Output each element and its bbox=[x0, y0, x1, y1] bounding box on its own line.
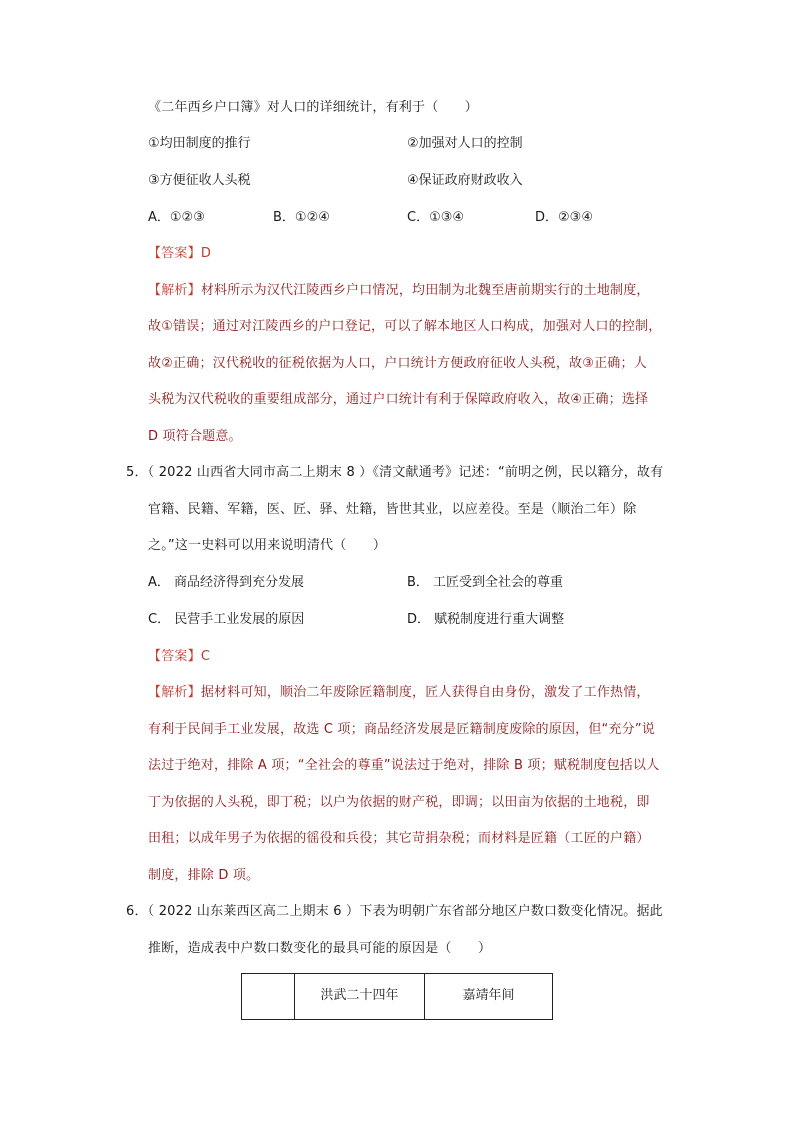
q4-analysis-line-3: 故②正确；汉代税收的征税依据为人口，户口统计方便政府征收人头税，故③正确；人 bbox=[148, 356, 647, 371]
q5-option-b: B． 工匠受到全社会的尊重 bbox=[407, 575, 564, 590]
q5-stem-line-1: 5．（ 2022 山西省大同市高二上期末 8 ）《清文献通考》记述：“前明之例，民以籍分，故有 bbox=[126, 465, 664, 480]
q5-analysis-line-4: 丁为依据的人头税，即丁税；以户为依据的财产税，即调；以田亩为依据的土地税，即 bbox=[148, 795, 650, 810]
q4-item-2: ②加强对人口的控制 bbox=[407, 136, 523, 151]
q5-analysis-line-6: 制度，排除 D 项。 bbox=[148, 868, 260, 883]
q4-item-1: ①均田制度的推行 bbox=[148, 136, 251, 151]
table-header-cell bbox=[242, 974, 295, 1020]
q5-stem-line-2: 官籍、民籍、军籍，医、匠、驿、灶籍，皆世其业，以应差役。至是（顺治二年）除 bbox=[148, 502, 637, 517]
q5-analysis-line-5: 田租；以成年男子为依据的徭役和兵役；其它苛捐杂税；而材料是匠籍（工匠的户籍） bbox=[148, 831, 650, 846]
q4-answer-value: D bbox=[200, 246, 212, 261]
q4-analysis-line-4: 头税为汉代税收的重要组成部分，通过户口统计有利于保障政府收入，故④正确；选择 bbox=[148, 392, 649, 407]
q5-option-d: D． 赋税制度进行重大调整 bbox=[407, 612, 565, 627]
q4-answer-tag: 【答案】 bbox=[148, 246, 201, 261]
q5-stem-line-3: 之。”这一史料可以用来说明清代（ ） bbox=[148, 538, 387, 553]
q6-stem-line-1: 6．（ 2022 山东莱西区高二上期末 6 ）下表为明朝广东省部分地区户数口数变化情况。据此 bbox=[126, 904, 663, 919]
q4-analysis-line-2: 故①错误；通过对江陵西乡的户口登记，可以了解本地区人口构成，加强对人口的控制， bbox=[148, 319, 662, 334]
q4-option-a: A．①②③ bbox=[148, 210, 205, 225]
q5-analysis-tag: 【解析】 bbox=[148, 685, 201, 700]
q5-option-a: A． 商品经济得到充分发展 bbox=[148, 575, 305, 590]
q4-item-3: ③方便征收人头税 bbox=[148, 173, 251, 188]
q4-option-d: D．②③④ bbox=[535, 210, 593, 225]
q5-analysis-line-2: 有利于民间手工业发展，故选 C 项；商品经济发展是匠籍制度废除的原因，但“充分”说 bbox=[148, 722, 656, 737]
q6-table bbox=[241, 973, 553, 1020]
q5-answer-value: C bbox=[200, 649, 211, 664]
q4-analysis-line-1: 【解析】材料所示为汉代江陵西乡户口情况，均田制为北魏至唐前期实行的土地制度， bbox=[148, 283, 650, 298]
q4-answer bbox=[148, 244, 211, 264]
q4-stem: 《二年西乡户口簿》对人口的详细统计，有利于（ ） bbox=[148, 100, 479, 115]
q5-analysis-line-1: 【解析】据材料可知，顺治二年废除匠籍制度，匠人获得自由身份，激发了工作热情， bbox=[148, 685, 650, 700]
table-header-cell: 嘉靖年间 bbox=[425, 974, 553, 1020]
q4-option-b: B．①②④ bbox=[273, 210, 330, 225]
q6-stem-line-2: 推断，造成表中户数口数变化的最具可能的原因是（ ） bbox=[148, 941, 492, 956]
q4-item-4: ④保证政府财政收入 bbox=[407, 173, 523, 188]
q4-analysis-tag: 【解析】 bbox=[148, 283, 201, 298]
table-header-cell: 洪武二十四年 bbox=[295, 974, 425, 1020]
q4-option-c: C．①③④ bbox=[407, 210, 465, 225]
q4-analysis-line-5: D 项符合题意。 bbox=[148, 429, 242, 444]
q5-answer-tag: 【答案】 bbox=[148, 649, 201, 664]
q5-option-c: C． 民营手工业发展的原因 bbox=[148, 612, 305, 627]
table-row bbox=[242, 974, 553, 1020]
q5-analysis-line-3: 法过于绝对，排除 A 项；“全社会的尊重”说法过于绝对，排除 B 项；赋税制度包括以人 bbox=[148, 758, 660, 773]
q5-answer bbox=[148, 647, 210, 667]
